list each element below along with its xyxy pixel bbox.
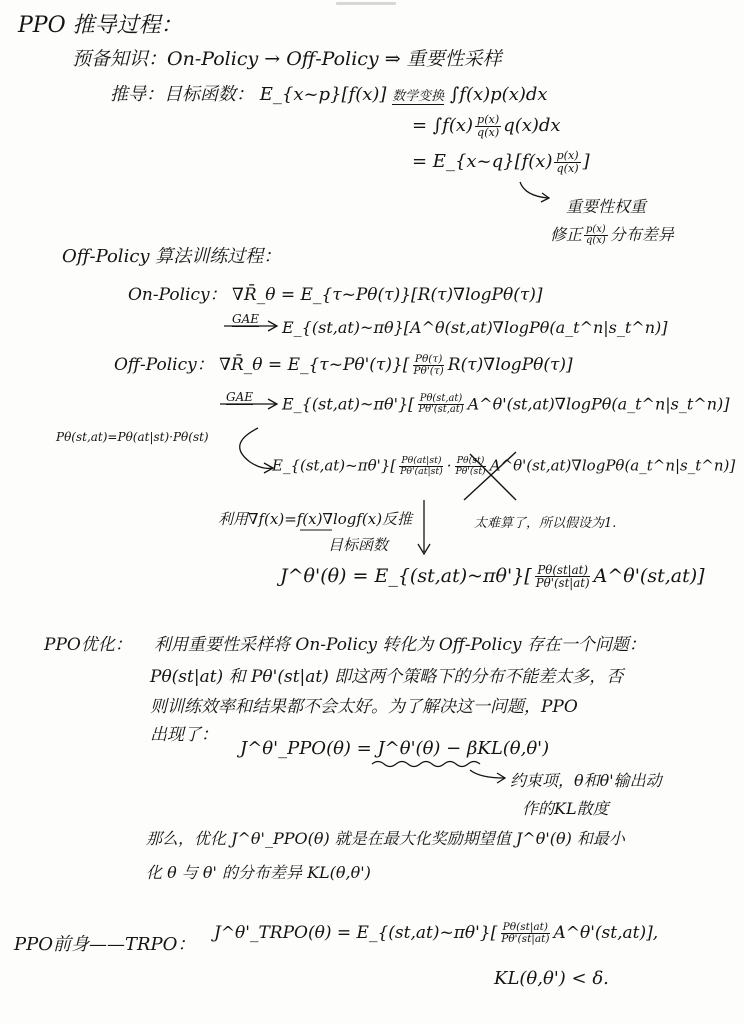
eq2-num: p(x) [477, 113, 500, 126]
on-label: On-Policy： [128, 285, 227, 305]
trpo-label: PPO前身——TRPO： [14, 934, 196, 955]
split-frac-2 [454, 456, 488, 477]
target-note: 目标函数 [328, 536, 389, 554]
J-den: Pθ'(st|at) [535, 576, 590, 591]
derive-eq3 [412, 150, 590, 174]
derive-line [110, 80, 548, 106]
off-eq-den: Pθ'(τ) [413, 365, 444, 377]
trpo-num: Pθ(st|at) [502, 921, 549, 933]
split-b: A^θ'(st,at)∇logPθ(a_t^n|s_t^n)] [489, 456, 736, 475]
J-formula [280, 564, 705, 590]
constraint-arrow [470, 770, 504, 778]
trpo-a: J^θ'_TRPO(θ) = E_{(st,at)~πθ'}[ [214, 923, 498, 944]
ppo-constraint-1: 约束项，θ和θ'输出动 [510, 771, 662, 790]
prereq-line: 预备知识：On-Policy → Off-Policy ⇒ 重要性采样 [72, 48, 502, 70]
weight-note-den: q(x) [586, 235, 606, 246]
side-note: Pθ(st,at)=Pθ(at|st)·Pθ(st) [56, 430, 209, 444]
split-dot: · [446, 456, 452, 475]
off-gae-eq [282, 394, 730, 416]
trpo-b: A^θ'(st,at)], [553, 923, 659, 944]
J-frac [534, 564, 592, 590]
off-eq-b: R(τ)∇logPθ(τ)] [447, 355, 573, 375]
derive-method: 数学变换 [392, 89, 445, 104]
eq3-den: q(x) [556, 161, 579, 175]
eq2-den: q(x) [477, 125, 500, 139]
constraint-arrow-head [497, 773, 505, 783]
off-eq-num: Pθ(τ) [414, 352, 443, 365]
trpo-formula [214, 922, 658, 945]
eq2-frac [475, 114, 501, 138]
weight-note-num: p(x) [586, 223, 606, 235]
split-den-1: Pθ'(at|st) [400, 465, 443, 477]
eq3-num: p(x) [556, 149, 579, 162]
page-header-mark [336, 2, 396, 5]
J-b: A^θ'(st,at)] [593, 564, 705, 587]
hard-note: 太难算了，所以假设为1. [474, 516, 617, 531]
eq2-right: q(x)dx [503, 115, 561, 137]
on-policy-line [128, 280, 543, 305]
ppo-text-4: 出现了： [150, 725, 218, 745]
offpolicy-heading: Off-Policy 算法训练过程： [62, 246, 282, 267]
gae-label-2: GAE [226, 390, 254, 404]
trpo-den: Pθ'(st|at) [501, 933, 550, 946]
on-gae-eq: E_{(st,at)~πθ}[A^θ(st,at)∇logPθ(a_t^n|s_t^n)] [282, 318, 668, 337]
weight-note [550, 222, 674, 246]
off-gae-num: Pθ(st,at) [419, 393, 463, 404]
use-note: 利用∇f(x)=f(x)∇logf(x)反推 [218, 510, 413, 528]
on-eq: ∇R̄_θ = E_{τ~Pθ(τ)}[R(τ)∇logPθ(τ)] [232, 285, 543, 305]
eq2-left: = ∫f(x) [412, 115, 474, 137]
off-policy-line [114, 350, 573, 377]
split-den-2: Pθ'(st) [455, 465, 486, 477]
off-label: Off-Policy： [114, 355, 214, 375]
weight-note-b: 分布差异 [609, 225, 674, 244]
off-eq-frac [411, 354, 445, 377]
derive-label: 推导：目标函数： [110, 84, 254, 105]
split-eq [272, 456, 735, 477]
ppo-then-2: 化 θ 与 θ' 的分布差异 KL(θ,θ') [146, 863, 371, 882]
weight-arrow-head [541, 193, 549, 202]
gae-arrow-2-head [268, 399, 277, 409]
trpo-constraint: KL(θ,θ') < δ. [494, 968, 609, 989]
ppo-then-1: 那么，优化 J^θ'_PPO(θ) 就是在最大化奖励期望值 J^θ'(θ) 和最小 [146, 829, 625, 848]
split-frac-1 [398, 456, 445, 477]
derive-expr: E_{x~p}[f(x)] [259, 84, 387, 105]
eq3-frac [554, 150, 580, 174]
split-curve-arrow [240, 428, 272, 468]
J-a: J^θ'(θ) = E_{(st,at)~πθ'}[ [280, 564, 532, 587]
off-gae-a: E_{(st,at)~πθ'}[ [282, 394, 415, 414]
trpo-frac [499, 922, 551, 945]
eq3-left: = E_{x~q}[f(x) [412, 151, 553, 173]
weight-arrow [520, 182, 548, 198]
gae-arrow-1-head [268, 321, 277, 331]
derive-eq2 [412, 114, 561, 138]
derive-eq1: ∫f(x)p(x)dx [449, 84, 548, 105]
page-title: PPO 推导过程： [18, 13, 183, 38]
weight-note-frac [584, 225, 608, 247]
gae-label-1: GAE [232, 312, 260, 326]
weight-label: 重要性权重 [566, 197, 647, 216]
ppo-constraint-2: 作的KL散度 [522, 799, 609, 818]
eq3-right: ] [582, 151, 590, 173]
off-eq-a: ∇R̄_θ = E_{τ~Pθ'(τ)}[ [219, 355, 410, 375]
ppo-formula: J^θ'_PPO(θ) = J^θ'(θ) − βKL(θ,θ') [240, 738, 550, 759]
split-num-2: Pθ(st) [456, 455, 485, 466]
J-num: Pθ(st|at) [537, 563, 588, 577]
split-a: E_{(st,at)~πθ'}[ [272, 456, 397, 475]
split-num-1: Pθ(at|st) [401, 455, 442, 466]
ppo-text-3: 则训练效率和结果都不会太好。为了解决这一问题，PPO [150, 697, 578, 717]
down-arrow-head [418, 544, 430, 554]
off-gae-b: A^θ'(st,at)∇logPθ(a_t^n|s_t^n)] [467, 394, 730, 414]
ppo-text-1: 利用重要性采样将 On-Policy 转化为 Off-Policy 存在一个问题： [154, 635, 646, 655]
kl-wavy-underline [372, 762, 480, 767]
ppo-label: PPO优化： [44, 635, 132, 655]
weight-note-a: 修正 [550, 225, 583, 244]
ppo-text-2: Pθ(st|at) 和 Pθ'(st|at) 即这两个策略下的分布不能差太多，否 [150, 667, 624, 687]
off-gae-den: Pθ'(st,at) [418, 404, 464, 416]
off-gae-frac [416, 394, 465, 416]
